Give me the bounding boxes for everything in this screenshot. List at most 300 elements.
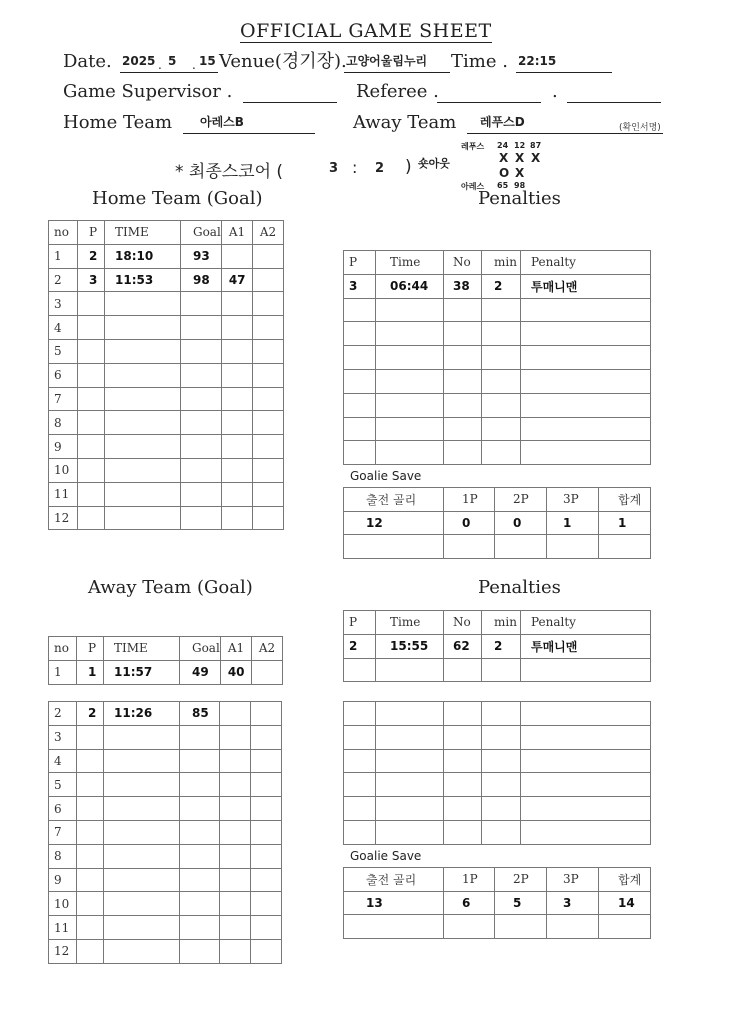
input-cell[interactable] [482,393,521,417]
table-cell[interactable]: 12 [49,506,78,530]
input-cell[interactable] [251,773,282,797]
input-cell[interactable] [220,797,251,821]
input-cell[interactable] [521,725,651,749]
input-cell[interactable] [444,441,482,465]
header-cell: TIME [104,637,180,661]
input-cell[interactable] [78,458,105,482]
table-cell[interactable]: 1 [547,511,599,535]
input-cell[interactable] [251,660,282,684]
header-cell: 합계 [599,868,651,892]
input-cell[interactable] [105,458,181,482]
input-cell[interactable] [180,939,220,963]
table-cell[interactable]: 투매니맨 [521,274,651,298]
input-cell[interactable] [105,363,181,387]
input-cell[interactable] [105,435,181,459]
table-cell[interactable]: 1 [49,244,78,268]
input-cell[interactable] [251,844,282,868]
input-cell[interactable] [105,506,181,530]
input-cell[interactable] [521,749,651,773]
input-cell[interactable] [78,363,105,387]
input-cell[interactable] [344,346,376,370]
input-cell[interactable] [221,482,252,506]
header-cell: min [482,251,521,275]
input-cell[interactable] [78,411,105,435]
input-cell[interactable] [521,797,651,821]
input-cell[interactable] [444,773,482,797]
table-cell[interactable]: 15:55 [376,634,444,658]
input-cell[interactable] [599,915,651,939]
table-header-row [344,488,651,512]
input-cell[interactable] [344,417,376,441]
input-cell[interactable] [78,316,105,340]
table-cell[interactable]: 8 [49,844,77,868]
table-row [49,506,284,530]
input-cell[interactable] [181,482,222,506]
table-cell[interactable]: 2 [49,268,78,292]
shootout-team2: 아레스 [461,182,485,191]
input-cell[interactable] [77,892,104,916]
table-cell[interactable]: 6 [444,891,495,915]
input-cell[interactable] [251,797,282,821]
input-cell[interactable] [252,458,283,482]
input-cell[interactable] [252,316,283,340]
input-cell[interactable] [482,369,521,393]
input-cell[interactable] [221,435,252,459]
input-cell[interactable] [599,535,651,559]
input-cell[interactable] [181,292,222,316]
input-cell[interactable] [251,916,282,940]
table-cell[interactable]: 93 [181,244,222,268]
away-penalties-table [343,610,651,682]
table-cell[interactable]: 4 [49,749,77,773]
input-cell[interactable] [104,844,180,868]
input-cell[interactable] [221,316,252,340]
input-cell[interactable] [78,387,105,411]
input-cell[interactable] [77,916,104,940]
table-cell[interactable]: 3 [49,725,77,749]
input-cell[interactable] [251,702,282,726]
header-cell: A1 [220,637,251,661]
input-cell[interactable] [78,339,105,363]
input-cell[interactable] [344,725,376,749]
input-cell[interactable] [376,702,444,726]
input-cell[interactable] [521,441,651,465]
input-cell[interactable] [77,868,104,892]
input-cell[interactable] [495,535,547,559]
input-cell[interactable] [180,749,220,773]
table-row [344,749,651,773]
table-cell[interactable]: 2 [482,274,521,298]
time-label: Time . [451,51,508,72]
input-cell[interactable] [251,820,282,844]
table-cell[interactable]: 11 [49,482,78,506]
input-cell[interactable] [104,749,180,773]
input-cell[interactable] [181,435,222,459]
away-goals-table-continued [48,701,282,964]
input-cell[interactable] [444,749,482,773]
table-cell[interactable]: 11:57 [104,660,180,684]
input-cell[interactable] [220,939,251,963]
input-cell[interactable] [521,346,651,370]
venue-label: Venue(경기장). [219,51,347,72]
input-cell[interactable] [482,346,521,370]
shootout-team1-result: X [515,151,527,165]
table-cell[interactable]: 7 [49,820,77,844]
input-cell[interactable] [344,749,376,773]
input-cell[interactable] [77,773,104,797]
input-cell[interactable] [105,339,181,363]
input-cell[interactable] [482,797,521,821]
shootout-team1-shooter: 87 [530,141,542,150]
input-cell[interactable] [104,916,180,940]
input-cell[interactable] [344,322,376,346]
input-cell[interactable] [252,244,283,268]
input-cell[interactable] [521,658,651,682]
input-cell[interactable] [220,820,251,844]
input-cell[interactable] [444,820,482,844]
venue-field[interactable] [344,52,450,73]
input-cell[interactable] [482,702,521,726]
input-cell[interactable] [444,915,495,939]
header-cell: 1P [444,488,495,512]
table-cell[interactable]: 투매니맨 [521,634,651,658]
table-cell[interactable]: 12 [49,939,77,963]
shootout-team2-result: O [499,166,512,180]
input-cell[interactable] [180,892,220,916]
input-cell[interactable] [444,298,482,322]
input-cell[interactable] [221,411,252,435]
header-cell: TIME [105,221,181,245]
input-cell[interactable] [482,322,521,346]
input-cell[interactable] [105,387,181,411]
table-cell[interactable]: 3 [78,268,105,292]
table-cell[interactable]: 1 [49,660,77,684]
supervisor-field[interactable] [243,82,337,103]
input-cell[interactable] [78,292,105,316]
table-cell[interactable]: 0 [495,511,547,535]
header-cell: P [77,637,104,661]
input-cell[interactable] [376,773,444,797]
table-cell[interactable]: 2 [344,634,376,658]
table-cell[interactable]: 7 [49,387,78,411]
input-cell[interactable] [444,702,482,726]
table-cell[interactable]: 62 [444,634,482,658]
input-cell[interactable] [376,393,444,417]
input-cell[interactable] [77,749,104,773]
header-cell: P [344,251,376,275]
input-cell[interactable] [104,797,180,821]
table-row [344,393,651,417]
shootout-team2-shooter: 65 [497,181,509,190]
input-cell[interactable] [180,868,220,892]
table-cell[interactable]: 6 [49,797,77,821]
input-cell[interactable] [181,458,222,482]
input-cell[interactable] [180,820,220,844]
input-cell[interactable] [344,773,376,797]
input-cell[interactable] [251,939,282,963]
input-cell[interactable] [376,298,444,322]
referee-field-2[interactable] [567,82,661,103]
table-cell[interactable]: 85 [180,702,220,726]
input-cell[interactable] [344,915,444,939]
table-cell[interactable]: 40 [220,660,251,684]
header-cell: P [78,221,105,245]
table-cell[interactable]: 14 [599,891,651,915]
referee-separator: . [552,81,558,102]
input-cell[interactable] [220,725,251,749]
table-cell[interactable]: 13 [344,891,444,915]
table-row [49,339,284,363]
input-cell[interactable] [104,773,180,797]
input-cell[interactable] [221,244,252,268]
header-cell: 출전 골리 [344,868,444,892]
input-cell[interactable] [376,725,444,749]
table-cell[interactable]: 18:10 [105,244,181,268]
table-header-row [344,611,651,635]
input-cell[interactable] [181,506,222,530]
input-cell[interactable] [252,363,283,387]
header-cell: Goal [181,221,222,245]
input-cell[interactable] [104,868,180,892]
input-cell[interactable] [521,393,651,417]
table-cell[interactable]: 2 [49,702,77,726]
input-cell[interactable] [521,369,651,393]
input-cell[interactable] [221,292,252,316]
input-cell[interactable] [444,369,482,393]
input-cell[interactable] [376,322,444,346]
table-cell[interactable]: 11:26 [104,702,180,726]
table-cell[interactable]: 4 [49,316,78,340]
input-cell[interactable] [344,535,444,559]
table-cell[interactable]: 3 [344,274,376,298]
input-cell[interactable] [105,292,181,316]
final-score-label: * 최종스코어 ( [175,162,284,182]
input-cell[interactable] [344,702,376,726]
input-cell[interactable] [252,506,283,530]
home-final-score: 3 [329,161,339,176]
input-cell[interactable] [181,339,222,363]
input-cell[interactable] [521,820,651,844]
time-field[interactable] [516,52,612,73]
input-cell[interactable] [105,482,181,506]
input-cell[interactable] [77,797,104,821]
input-cell[interactable] [521,702,651,726]
input-cell[interactable] [180,773,220,797]
input-cell[interactable] [547,535,599,559]
input-cell[interactable] [482,773,521,797]
table-cell[interactable]: 5 [495,891,547,915]
table-cell[interactable]: 2 [78,244,105,268]
input-cell[interactable] [77,844,104,868]
home-team-field[interactable] [183,113,315,134]
input-cell[interactable] [252,292,283,316]
input-cell[interactable] [221,458,252,482]
input-cell[interactable] [251,868,282,892]
input-cell[interactable] [376,820,444,844]
table-cell[interactable]: 9 [49,868,77,892]
header-cell: 2P [495,488,547,512]
input-cell[interactable] [104,939,180,963]
referee-field-1[interactable] [437,82,541,103]
table-cell[interactable]: 49 [180,660,221,684]
header-cell: P [344,611,376,635]
input-cell[interactable] [77,725,104,749]
shootout-team1-result: X [499,151,511,165]
table-cell[interactable]: 06:44 [376,274,444,298]
referee-label: Referee . [356,81,439,102]
input-cell[interactable] [252,387,283,411]
date-field[interactable]: 2025 . 5 . 15 [120,52,218,73]
table-cell[interactable]: 11:53 [105,268,181,292]
input-cell[interactable] [181,387,222,411]
input-cell[interactable] [180,844,220,868]
input-cell[interactable] [376,658,444,682]
input-cell[interactable] [444,417,482,441]
shootout-team2-result: X [515,166,527,180]
home-goalie-table [343,487,651,559]
input-cell[interactable] [77,820,104,844]
input-cell[interactable] [220,916,251,940]
table-cell[interactable]: 1 [599,511,651,535]
table-cell[interactable]: 2 [77,702,104,726]
input-cell[interactable] [344,369,376,393]
input-cell[interactable] [495,915,547,939]
input-cell[interactable] [251,892,282,916]
input-cell[interactable] [376,797,444,821]
input-cell[interactable] [444,346,482,370]
table-cell[interactable]: 10 [49,892,77,916]
input-cell[interactable] [521,322,651,346]
input-cell[interactable] [376,441,444,465]
input-cell[interactable] [104,892,180,916]
input-cell[interactable] [344,797,376,821]
input-cell[interactable] [482,658,521,682]
input-cell[interactable] [444,797,482,821]
input-cell[interactable] [376,369,444,393]
table-cell[interactable]: 2 [482,634,521,658]
input-cell[interactable] [482,820,521,844]
table-row [344,369,651,393]
table-cell[interactable]: 12 [344,511,444,535]
input-cell[interactable] [482,749,521,773]
table-cell[interactable]: 1 [77,660,104,684]
input-cell[interactable] [180,725,220,749]
table-cell[interactable]: 3 [547,891,599,915]
table-cell[interactable]: 6 [49,363,78,387]
table-cell[interactable]: 0 [444,511,495,535]
input-cell[interactable] [252,339,283,363]
input-cell[interactable] [221,339,252,363]
header-cell: Time [376,251,444,275]
input-cell[interactable] [482,298,521,322]
input-cell[interactable] [482,725,521,749]
input-cell[interactable] [220,749,251,773]
table-cell[interactable]: 38 [444,274,482,298]
input-cell[interactable] [344,393,376,417]
input-cell[interactable] [78,506,105,530]
confirm-signature-note: (확인서명) [619,123,661,133]
input-cell[interactable] [521,298,651,322]
input-cell[interactable] [181,411,222,435]
input-cell[interactable] [252,435,283,459]
away-goal-title: Away Team (Goal) [88,577,253,598]
input-cell[interactable] [220,773,251,797]
table-cell[interactable]: 5 [49,773,77,797]
input-cell[interactable] [444,725,482,749]
input-cell[interactable] [344,441,376,465]
input-cell[interactable] [482,441,521,465]
input-cell[interactable] [521,773,651,797]
table-cell[interactable]: 5 [49,339,78,363]
input-cell[interactable] [220,868,251,892]
input-cell[interactable] [344,658,376,682]
input-cell[interactable] [376,417,444,441]
table-cell[interactable]: 8 [49,411,78,435]
input-cell[interactable] [252,411,283,435]
table-row [49,268,284,292]
input-cell[interactable] [105,316,181,340]
input-cell[interactable] [251,725,282,749]
table-cell[interactable]: 3 [49,292,78,316]
input-cell[interactable] [344,820,376,844]
input-cell[interactable] [482,417,521,441]
input-cell[interactable] [220,702,251,726]
input-cell[interactable] [444,322,482,346]
input-cell[interactable] [78,435,105,459]
date-month: 5 [168,54,177,68]
table-cell[interactable]: 9 [49,435,78,459]
input-cell[interactable] [105,411,181,435]
table-row [344,511,651,535]
header-cell: A2 [252,221,283,245]
input-cell[interactable] [221,387,252,411]
input-cell[interactable] [104,725,180,749]
input-cell[interactable] [221,506,252,530]
input-cell[interactable] [180,797,220,821]
input-cell[interactable] [376,346,444,370]
header-cell: 3P [547,868,599,892]
table-row [49,797,282,821]
table-cell[interactable]: 47 [221,268,252,292]
venue-value: 고양어울림누리 [346,54,428,68]
input-cell[interactable] [252,482,283,506]
input-cell[interactable] [344,298,376,322]
shootout-team1-shooter: 24 [497,141,509,150]
input-cell[interactable] [77,939,104,963]
table-cell[interactable]: 10 [49,458,78,482]
input-cell[interactable] [444,658,482,682]
input-cell[interactable] [181,316,222,340]
table-cell[interactable]: 98 [181,268,222,292]
input-cell[interactable] [220,844,251,868]
input-cell[interactable] [376,749,444,773]
input-cell[interactable] [521,417,651,441]
header-cell: 3P [547,488,599,512]
input-cell[interactable] [220,892,251,916]
input-cell[interactable] [252,268,283,292]
input-cell[interactable] [444,393,482,417]
input-cell[interactable] [78,482,105,506]
input-cell[interactable] [444,535,495,559]
input-cell[interactable] [251,749,282,773]
input-cell[interactable] [547,915,599,939]
input-cell[interactable] [104,820,180,844]
input-cell[interactable] [180,916,220,940]
input-cell[interactable] [221,363,252,387]
table-cell[interactable]: 11 [49,916,77,940]
input-cell[interactable] [181,363,222,387]
shootout-team2-shooter: 98 [514,181,526,190]
